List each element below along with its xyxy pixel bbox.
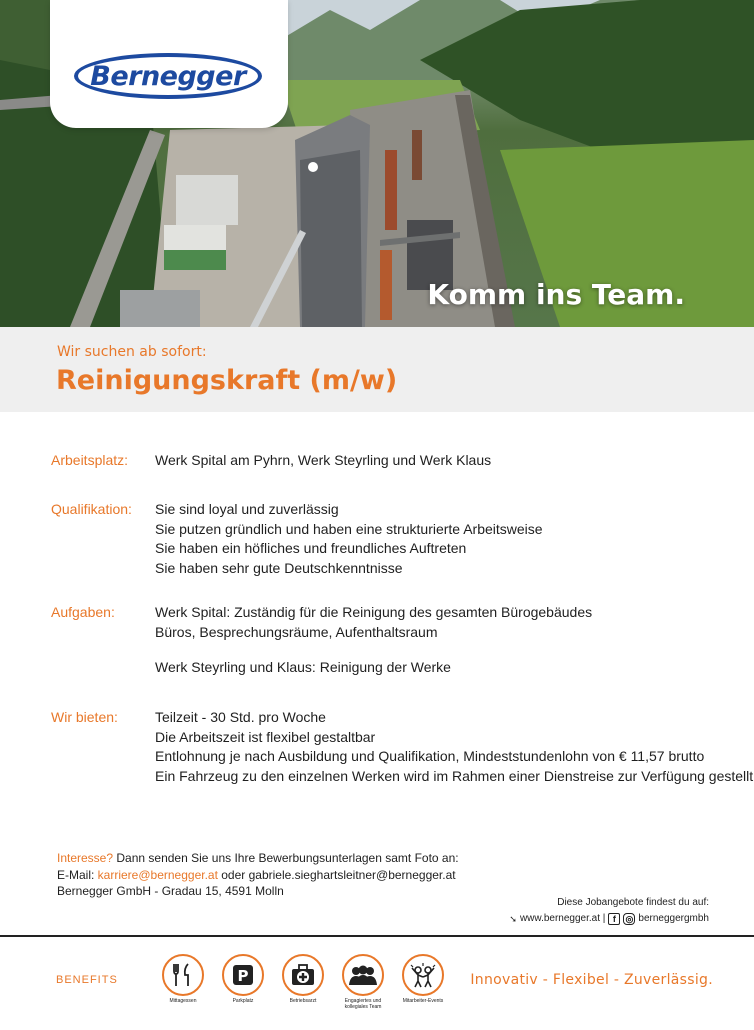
benefits-label: BENEFITS [56,974,118,986]
benefit-item [333,954,393,1010]
benefit-item [273,954,333,1004]
company-address: Bernegger GmbH - Gradau 15, 4591 Molln [57,884,284,898]
section-line: Sie haben sehr gute Deutschkenntnisse [155,559,403,576]
title-band [0,327,754,412]
section-label: Aufgaben: [51,604,115,620]
section-body [155,500,745,578]
jobs-note: Diese Jobangebote findest du auf: [557,897,709,908]
logo-text: Bernegger [90,60,246,92]
contact-lead-highlight: Interesse? [57,851,114,865]
section-line: Ein Fahrzeug zu den einzelnen Werken wird im Rahmen einer Dienstreise zur Verfügung gestellt [155,767,754,784]
bernegger-logo[interactable] [74,53,262,99]
footer-divider [0,935,754,937]
email-prefix: E-Mail: [57,867,98,882]
section-line: Sie sind loyal und zuverlässig [155,501,339,517]
section-line: Sie haben ein höfliches und freundliches Auftreten [155,540,467,556]
benefit-caption: Mitarbeiter-Events [402,998,444,1004]
benefit-item [393,954,453,1004]
section-line: Werk Steyrling und Klaus: Reinigung der Werke [155,659,451,675]
section-line: Werk Spital am Pyhrn, Werk Steyrling und Werk Klaus [155,452,492,468]
benefit-caption: Parkplatz [232,998,254,1004]
contact-lead [57,850,459,867]
benefit-item [153,954,213,1004]
hero-claim: Komm ins Team. [427,278,685,311]
medical-kit-icon [282,954,324,996]
email-link-primary[interactable]: karriere@bernegger.at [97,867,218,882]
job-links [509,896,709,926]
jobs-link-row [509,912,709,926]
company-slogan: Innovativ - Flexibel - Zuverlässig. [470,972,713,988]
parking-icon [222,954,264,996]
job-title: Reinigungskraft (m/w) [56,365,398,396]
hero-image [0,0,754,327]
cursor-arrow-icon: ➘ [509,914,517,924]
section-label: Qualifikation: [51,501,132,517]
email-separator: oder [217,867,249,882]
contact-block [57,850,459,900]
section-line: Werk Spital: Zuständig für die Reinigung des gesamten Bürogebäudes [155,604,593,620]
section-label: Arbeitsplatz: [51,452,129,468]
section-label: Wir bieten: [51,709,118,725]
facebook-icon[interactable]: f [608,913,620,925]
celebration-icon [402,954,444,996]
benefit-caption: Mittagessen [169,998,197,1004]
section-body [155,451,745,471]
email-link-secondary[interactable]: gabriele.sieghartsleitner@bernegger.at [248,867,456,882]
cutlery-icon [162,954,204,996]
section-body [155,708,754,786]
svg-text:P: P [237,967,249,985]
team-icon [342,954,384,996]
contact-email-line [57,867,459,884]
section-line: Teilzeit - 30 Std. pro Woche [155,709,326,725]
benefit-caption: Betriebsarzt [289,998,317,1004]
benefit-item [213,954,273,1004]
website-link[interactable]: www.bernegger.at | [519,913,606,924]
contact-lead-text: Dann senden Sie uns Ihre Bewerbungsunterlagen samt Foto an: [113,851,459,865]
section-line: Die Arbeitszeit ist flexibel gestaltbar [155,728,376,745]
section-line: Büros, Besprechungsräume, Aufenthaltsraum [155,623,438,640]
benefit-caption: Engagiertes und kollegiales Team [344,998,382,1010]
section-line: Sie putzen gründlich und haben eine strukturierte Arbeitsweise [155,520,543,537]
title-subtitle: Wir suchen ab sofort: [57,344,207,360]
section-line: Entlohnung je nach Ausbildung und Qualifikation, Mindeststundenlohn von € 11,57 brutto [155,748,705,764]
section-body [155,603,745,678]
social-handle[interactable]: berneggergmbh [638,913,709,924]
logo-card [50,0,288,128]
instagram-icon[interactable]: ◎ [623,913,635,925]
